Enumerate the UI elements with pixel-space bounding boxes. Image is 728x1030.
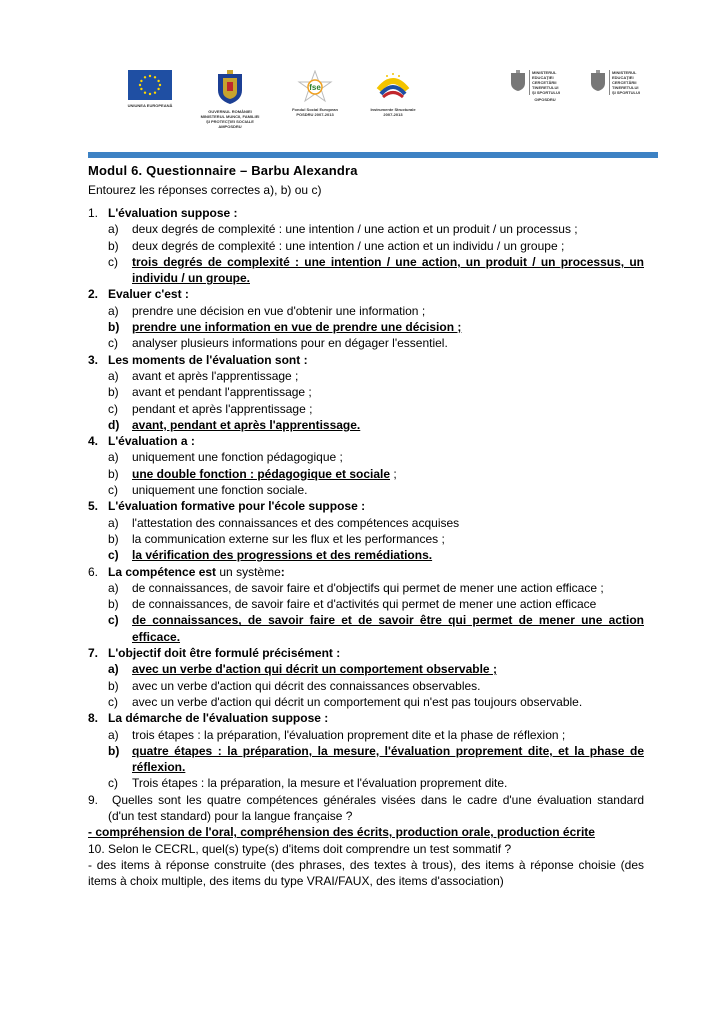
option-8a: a) trois étapes : la préparation, l'évaluation proprement dite et la phase de réflexion ; xyxy=(108,727,566,742)
option-3c: c) pendant et après l'apprentissage ; xyxy=(108,401,313,416)
romania-logo-block xyxy=(190,70,270,129)
header-logos xyxy=(120,70,660,140)
romania-logo-caption: GUVERNUL ROMÂNIEI MINISTERUL MUNCII, FAMILIEI ŞI PROTECŢIEI SOCIALE AMPOSDRU xyxy=(200,109,260,129)
option-1b: b) deux degrés de complexité : une intention / une action et un individu / un groupe ; xyxy=(108,238,565,253)
eu-flag-logo xyxy=(128,70,172,100)
oiposdru-caption: OIPOSDRU xyxy=(534,97,556,102)
option-7b: b) avec un verbe d'action qui décrit des connaissances observables. xyxy=(108,678,481,693)
question-2: 2. Evaluer c'est : xyxy=(88,287,189,302)
page-title: Modul 6. Questionnaire – Barbu Alexandra xyxy=(88,163,358,178)
ministerul-logo-block-2: MINISTERUL EDUCAŢIEI CERCETĂRII TINERETULUI ŞI SPORTULUI xyxy=(590,70,660,95)
eu-logo-caption: UNIUNEA EUROPEANĂ xyxy=(127,103,173,108)
question-1 xyxy=(88,205,644,221)
instrumente-structurale-logo xyxy=(373,70,413,104)
instruction-text: Entourez les réponses correctes a), b) ou c) xyxy=(88,183,322,197)
header-divider-bar xyxy=(88,152,658,158)
option-5b: b) la communication externe sur les flux et les performances ; xyxy=(108,531,445,546)
option-6c-correct: c) de connaissances, de savoir faire et de savoir être qui permet de mener une action efficace. xyxy=(108,613,644,644)
eu-logo-block xyxy=(120,70,180,108)
answer-9: - compréhension de l'oral, compréhension des écrits, production orale, production écrite xyxy=(88,825,595,840)
question-number: 1. xyxy=(88,206,99,220)
fse-logo xyxy=(297,70,333,104)
fse-logo-caption: Fondul Social European POSDRU 2007-2013 xyxy=(292,107,338,117)
option-7a-correct: a) avec un verbe d'action qui décrit un comportement observable ; xyxy=(108,662,497,677)
option-5c-correct: c) la vérification des progressions et des remédiations. xyxy=(108,548,433,563)
svg-text:fse: fse xyxy=(309,83,321,92)
option-4c: c) uniquement une fonction sociale. xyxy=(108,483,308,498)
option-8b-correct: b) quatre étapes : la préparation, la mesure, l'évaluation proprement dite, et la phase de réflexion. xyxy=(108,743,644,775)
option-3d-correct: d) avant, pendant et après l'apprentissage. xyxy=(108,417,361,432)
question-8: 8. La démarche de l'évaluation suppose : xyxy=(88,711,329,726)
question-3: 3. Les moments de l'évaluation sont : xyxy=(88,352,308,367)
fse-logo-block xyxy=(280,70,350,117)
option-1a: a) deux degrés de complexité : une intention / une action et un produit / un processus ; xyxy=(108,222,578,237)
option-1c-correct: c) trois degrés de complexité : une intention / une action, un produit / un processus, un individu / un groupe. xyxy=(108,254,644,286)
option-6a: a) de connaissances, de savoir faire et d'objectifs qui permet de mener une action efficace ; xyxy=(108,580,604,595)
option-6b: b) de connaissances, de savoir faire et d'activités qui permet de mener une action efficace xyxy=(108,597,597,612)
question-9: 9. Quelles sont les quatre compétences générales visées dans le cadre d'une évaluation standard (d'un test standard) pour la langue française ? xyxy=(88,792,644,823)
option-3b: b) avant et pendant l'apprentissage ; xyxy=(108,385,312,400)
option-5a: a) l'attestation des connaissances et des compétences acquises xyxy=(108,515,460,530)
option-4b-correct: b) une double fonction : pédagogique et sociale ; xyxy=(108,466,397,481)
question-6: 6. La compétence est un système: xyxy=(88,564,285,579)
option-7c: c) avec un verbe d'action qui décrit un comportement qui n'est pas toujours observable. xyxy=(108,694,583,709)
instrumente-logo-block xyxy=(358,70,428,117)
instrumente-logo-caption: Instrumente Structurale 2007-2013 xyxy=(370,107,416,117)
option-4a: a) uniquement une fonction pédagogique ; xyxy=(108,450,343,465)
option-2b-correct: b) prendre une information en vue de prendre une décision ; xyxy=(108,320,462,335)
romania-coat-of-arms-logo xyxy=(215,70,245,106)
option-2a: a) prendre une décision en vue d'obtenir une information ; xyxy=(108,303,426,318)
answer-10: - des items à réponse construite (des phrases, des textes à trous), des items à réponse choisie (des items à choix multiple, des items du type VRAI/FAUX, des items d'association) xyxy=(88,857,644,889)
option-3a: a) avant et après l'apprentissage ; xyxy=(108,368,299,383)
question-text: L'évaluation suppose : xyxy=(108,206,238,220)
option-8c: c) Trois étapes : la préparation, la mesure et l'évaluation proprement dite. xyxy=(108,776,508,791)
ministerul-educatiei-logo-1 xyxy=(510,70,526,92)
option-2c: c) analyser plusieurs informations pour en dégager l'essentiel. xyxy=(108,336,448,351)
ministerul-educatiei-logo-2 xyxy=(590,70,606,92)
question-7: 7. L'objectif doit être formulé précisément : xyxy=(88,646,341,661)
question-5: 5. L'évaluation formative pour l'école suppose : xyxy=(88,499,366,514)
question-4: 4. L'évaluation a : xyxy=(88,434,195,449)
ministerul-logo-block-1: MINISTERUL EDUCAŢIEI CERCETĂRII TINERETULUI ŞI SPORTULUI OIPOSDRU xyxy=(510,70,580,102)
questionnaire xyxy=(88,205,644,889)
question-10: 10. Selon le CECRL, quel(s) type(s) d'items doit comprendre un test sommatif ? xyxy=(88,841,512,856)
